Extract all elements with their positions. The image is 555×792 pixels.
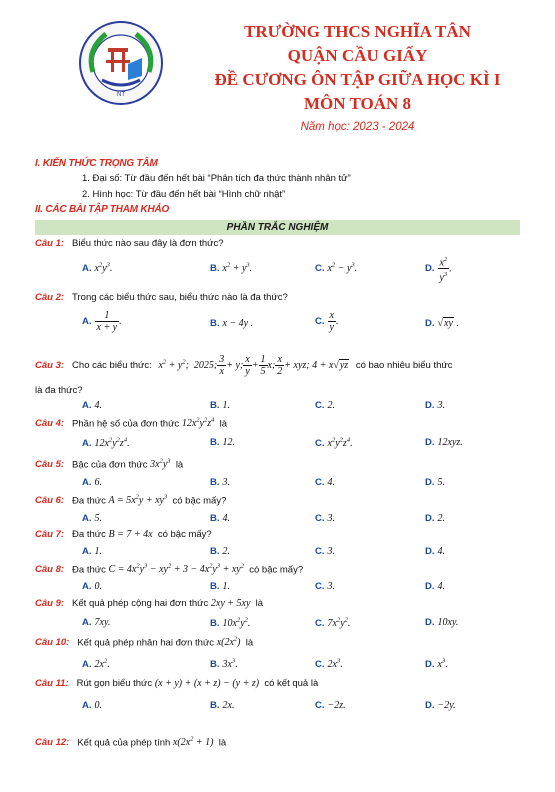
option-d[interactable]: D. 10xy. (425, 617, 459, 628)
option-b[interactable]: B. 1. (210, 400, 230, 411)
section-1-item-1: 1. Đại số: Từ đầu đến hết bài “Phân tích đa thức thành nhân tử” (82, 173, 351, 184)
svg-text:NT: NT (117, 92, 125, 98)
option-b[interactable]: B. 12. (210, 437, 235, 448)
option-d[interactable]: D. $x^3$. (425, 658, 448, 671)
option-c[interactable]: C. $x^2 - y^3$. (315, 262, 358, 275)
section-2-title: II. CÁC BÀI TẬP THAM KHẢO (35, 204, 170, 215)
question-1 (35, 238, 224, 249)
multiple-choice-band (35, 220, 520, 235)
option-c[interactable]: C. 2. (315, 400, 335, 411)
option-a[interactable]: A. $12x^2y^2z^4$. (82, 437, 130, 450)
question-label: Câu 1: (35, 238, 65, 249)
option-d[interactable]: D. 4. (425, 546, 445, 557)
option-c[interactable]: C. 3. (315, 581, 335, 592)
question-label: Câu 7: (35, 529, 65, 540)
option-a[interactable]: A. $2x^2$. (82, 658, 110, 671)
option-b[interactable]: B. $x^2 + y^3$. (210, 262, 253, 275)
question-text: Biểu thức nào sau đây là đơn thức? (72, 238, 224, 249)
option-b[interactable]: B. $10x^2y^2$. (210, 617, 251, 630)
question-label: Câu 4: (35, 418, 65, 430)
section-1-title: I. KIẾN THỨC TRỌNG TÂM (35, 158, 158, 169)
option-c[interactable]: C. 3. (315, 546, 335, 557)
option-c[interactable]: C. $\frac{x}{y}$ . (315, 310, 339, 333)
question-text-continued: có bao nhiêu biểu thức (355, 360, 453, 372)
school-logo (78, 20, 164, 106)
option-b[interactable]: B. $3x^3$. (210, 658, 238, 671)
question-8: Câu 8: Đa thức $C = 4x^2y^3 - xy^2 + 3 - 4x^2y^3 + xy^2$ có bậc mấy? (35, 563, 304, 576)
question-label: Câu 2: (35, 292, 65, 303)
option-c[interactable]: C. 3. (315, 513, 335, 524)
district-name: QUẬN CẦU GIẤY (287, 46, 428, 65)
question-5: Câu 5: Bậc của đơn thức $3x^2y^3$ là (35, 458, 184, 471)
question-10: Câu 10: Kết quả phép nhân hai đơn thức $x(2x^2)$ là (35, 636, 254, 649)
option-b[interactable]: B. 4. (210, 513, 230, 524)
option-a[interactable]: A. 1. (82, 546, 102, 557)
question-label: Câu 11: (35, 678, 69, 689)
option-c[interactable]: C. $7x^2y^2$. (315, 617, 351, 630)
school-name: TRƯỜNG THCS NGHĨA TÂN (244, 22, 471, 41)
option-c[interactable]: C. $2x^3$. (315, 658, 343, 671)
document-title: ĐỀ CƯƠNG ÔN TẬP GIỮA HỌC KÌ I (214, 70, 501, 89)
option-c[interactable]: C. −2z. (315, 700, 346, 711)
question-2 (35, 292, 288, 303)
question-label: Câu 9: (35, 598, 65, 609)
option-d[interactable]: D. 4. (425, 581, 445, 592)
option-b[interactable]: B. 1. (210, 581, 230, 592)
question-3-tail: là đa thức? (35, 385, 83, 396)
option-d[interactable]: D. 12xyz. (425, 437, 463, 448)
option-d[interactable]: D. 3. (425, 400, 445, 411)
option-a[interactable]: A. $\frac{1}{x + y}$ . (82, 310, 122, 333)
option-a[interactable]: A. $x^2y^3$. (82, 262, 113, 275)
band-label: PHẦN TRẮC NGHIỆM (226, 222, 329, 233)
option-c[interactable]: C. 4. (315, 477, 335, 488)
question-9: Câu 9: Kết quả phép cộng hai đơn thức 2xy + 5xy là (35, 598, 264, 609)
option-b[interactable]: B. 3. (210, 477, 230, 488)
question-3: Câu 3: Cho các biểu thức: $x^2 + y^2$; 2025; $\frac{3}{x}$ + y; $\frac{x}{y}$ + $\frac{1}{5}$ x; $\frac{x}{2}$ + xyz; 4 + x√yz có bao nhiêu biểu thức (35, 354, 453, 377)
school-year: Năm học: 2023 - 2024 (300, 121, 415, 133)
option-d[interactable]: D. 5. (425, 477, 445, 488)
option-d[interactable]: D. $\frac{x^2}{y^3}$ . (425, 256, 452, 284)
question-text: Trong các biểu thức sau, biểu thức nào là đa thức? (72, 292, 288, 303)
option-a[interactable]: A. 0. (82, 581, 102, 592)
question-6: Câu 6: Đa thức $A = 5x^2y + xy^3$ có bậc mấy? (35, 494, 227, 507)
option-b[interactable]: B. 2. (210, 546, 230, 557)
question-label: Câu 8: (35, 564, 65, 576)
question-label: Câu 10: (35, 637, 70, 649)
section-1-item-2: 2. Hình học: Từ đầu đến hết bài “Hình chữ nhật” (82, 189, 286, 200)
question-label: Câu 3: (35, 360, 65, 372)
option-d[interactable]: D. 2. (425, 513, 445, 524)
option-b[interactable]: B. 2x. (210, 700, 235, 711)
question-12: Câu 12: Kết quả của phép tính $x(2x^2 + 1)$ là (35, 736, 227, 749)
option-c[interactable]: C. $x^2y^2z^4$. (315, 437, 353, 450)
option-b[interactable]: B. x − 4y . (210, 318, 254, 329)
subject-title: MÔN TOÁN 8 (303, 94, 412, 113)
question-label: Câu 12: (35, 737, 70, 749)
question-label: Câu 5: (35, 459, 65, 471)
option-d[interactable]: D. −2y. (425, 700, 456, 711)
option-a[interactable]: A. 7xy. (82, 617, 111, 628)
option-a[interactable]: A. 6. (82, 477, 102, 488)
question-7: Câu 7: Đa thức B = 7 + 4x có bậc mấy? (35, 529, 212, 540)
question-label: Câu 6: (35, 495, 65, 507)
question-11: Câu 11: Rút gọn biểu thức (x + y) + (x + z) − (y + z) có kết quả là (35, 678, 319, 689)
question-4: Câu 4: Phần hệ số của đơn thức $12x^2y^2z^4$ là (35, 417, 228, 430)
option-a[interactable]: A. 0. (82, 700, 102, 711)
option-a[interactable]: A. 5. (82, 513, 102, 524)
question-text: Cho các biểu thức: (72, 360, 152, 372)
option-d[interactable]: D. √xy . (425, 318, 459, 329)
option-a[interactable]: A. 4. (82, 400, 102, 411)
